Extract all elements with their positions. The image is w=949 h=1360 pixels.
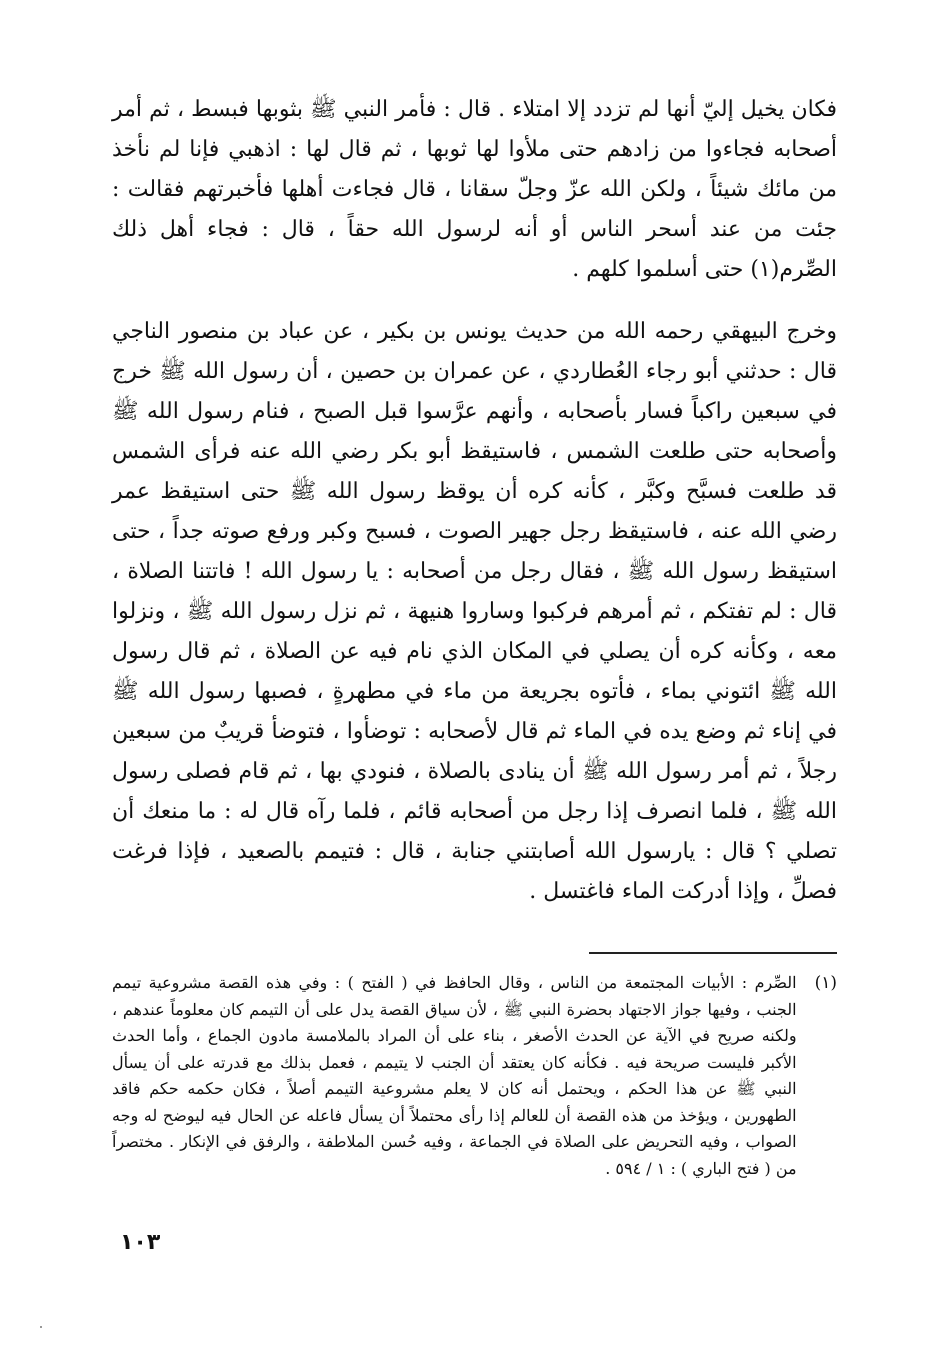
footnote-divider xyxy=(589,952,837,954)
main-text xyxy=(112,90,837,912)
footnote-text: الصِّرم : الأبيات المجتمعة من الناس ، وقال الحافظ في ( الفتح ) : وفي هذه القصة مشروعية تيمم الجنب ، وفيها جواز الاجتهاد بحضرة النبي ﷺ ، لأن سياق القصة يدل على أن التيمم كان معلوماً عندهم ، ولكنه صريح في الآية عن الحدث الأصغر ، بناء على أن المراد بالملامسة مادون الجماع ، وأما الحدث الأكبر فليست صريحة فيه . فكأنه كان يعتقد أن الجنب لا يتيمم ، فعمل بذلك مع قدرته على أن يسأل النبي ﷺ عن هذا الحكم ، ويحتمل أنه كان لا يعلم مشروعية التيمم أصلاً ، فكان حكمه حكم فاقد الطهورين ، ويؤخذ من هذه القصة أن للعالم إذا رأى محتملاً أن يسأل فاعله عن الحال فيه ليوضح له وجه الصواب ، وفيه التحريض على الصلاة في الجماعة ، وفيه حُسن الملاطفة ، والرفق في الإنكار . مختصراً من ( فتح الباري ) : ١ / ٥٩٤ . xyxy=(112,973,797,1178)
scan-speck xyxy=(40,1326,42,1328)
paragraph-2: وخرج البيهقي رحمه الله من حديث يونس بن بكير ، عن عباد بن منصور الناجي قال : حدثني أبو رجاء العُطاردي ، عن عمران بن حصين ، أن رسول الله ﷺ خرج في سبعين راكباً فسار بأصحابه ، وأنهم عرَّسوا قبل الصبح ، فنام رسول الله ﷺ وأصحابه حتى طلعت الشمس ، فاستيقظ أبو بكر رضي الله عنه فرأى الشمس قد طلعت فسبَّح وكبَّر ، كأنه كره أن يوقظ رسول الله ﷺ حتى استيقظ عمر رضي الله عنه ، فاستيقظ رجل جهير الصوت ، فسبح وكبر ورفع صوته جداً ، حتى استيقظ رسول الله ﷺ ، فقال رجل من أصحابه : يا رسول الله ! فاتتنا الصلاة ، قال : لم تفتكم ، ثم أمرهم فركبوا وساروا هنيهة ، ثم نزل رسول الله ﷺ ، ونزلوا معه ، وكأنه كره أن يصلي في المكان الذي نام فيه عن الصلاة ، ثم قال رسول الله ﷺ ائتوني بماء ، فأتوه بجريعة من ماء في مطهرةٍ ، فصبها رسول الله ﷺ في إناء ثم وضع يده في الماء ثم قال لأصحابه : توضأوا ، فتوضأ قريبٌ من سبعين رجلاً ، ثم أمر رسول الله ﷺ أن ينادى بالصلاة ، فنودي بها ، ثم قام فصلى رسول الله ﷺ ، فلما انصرف إذا رجل من أصحابه قائم ، فلما رآه قال له : ما منعك أن تصلي ؟ قال : يارسول الله أصابتني جنابة ، قال : فتيمم بالصعيد ، فإذا فرغت فصلِّ ، وإذا أدركت الماء فاغتسل . xyxy=(112,319,837,904)
footnote xyxy=(112,970,837,1182)
paragraph-1: فكان يخيل إليّ أنها لم تزدد إلا امتلاء . قال : فأمر النبي ﷺ بثوبها فبسط ، ثم أمر أصحابه فجاءوا من زادهم حتى ملأوا لها ثوبها ، ثم قال لها : اذهبي فإنا لم نأخذ من مائك شيئاً ، ولكن الله عزّ وجلّ سقانا ، قال فجاءت أهلها فأخبرتهم فقالت : جئت من عند أسحر الناس أو أنه لرسول الله حقاً ، قال : فجاء أهل ذلك الصِّرم(١) حتى أسلموا كلهم . xyxy=(112,97,837,282)
footnote-number: (١) xyxy=(814,973,837,993)
page-number: ١٠٣ xyxy=(120,1230,161,1255)
